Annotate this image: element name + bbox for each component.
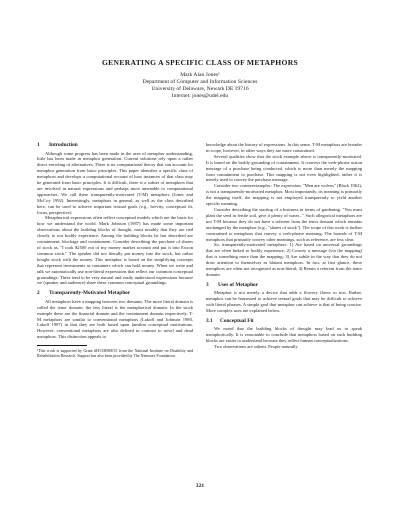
affiliation-department: Department of Computer and Information Sciences <box>142 79 258 85</box>
paper-title: GENERATING A SPECIFIC CLASS OF METAPHORS <box>101 58 299 67</box>
subsection-heading-conceptual-fit <box>206 318 362 325</box>
author-name: Mark Alan Jones¹ <box>180 72 220 78</box>
section-title: Introduction <box>49 142 78 148</box>
section-heading-introduction <box>37 142 193 149</box>
section-title: Conceptual Fit <box>220 317 254 324</box>
footnote: ¹This work is supported by Grant #H133E80015 from the National Institute on Disability and Rehabilitation Research. Support has also been provided by The Nemours Foundation. <box>37 348 193 359</box>
section-title: Uses of Metaphor <box>218 281 259 288</box>
paragraph: Several qualities show that the stock example above is transparently-motivated. It is based on the bodily grounding of containment. It conveys the verb-phrase action message of a purchase being conducted, which is more than merely the mapping from containment to purchase. This mapping is not even highlighted, rather it is merely used to convey the purchase message. <box>206 153 362 183</box>
section-title: Transparently-Motivated Metaphor <box>49 290 131 297</box>
paragraph: We noted that the building blocks of thought may lead us to speak metaphorically. It is reasonable to conclude that metaphors based on such building blocks are easier to understand because they reflect human conceptualizations. <box>206 326 362 344</box>
paragraph: All metaphors have a mapping between two domains. The more literal domain is called the tenor domain, the less literal is the metaphorical domain. In the stock example these are the financial domain and the containment domain respectively. T-M metaphors are similar to conventional metaphors (Lakoff and Johnson 1980, Lakoff 1987) in that they are both based upon familiar conceptual motivations. However, conventional metaphors are also defined in contrast to novel and dead metaphors. This distinction appeals to <box>37 298 193 340</box>
section-number: 3 <box>206 281 209 288</box>
paragraph: knowledge about the history of expressions. In this sense, T-M metaphors are broader in scope, however, in other ways they are more constrained. <box>206 142 362 153</box>
section-heading-uses-of-metaphor <box>206 282 362 289</box>
page-number: 321 <box>195 483 205 489</box>
paragraph: Although some progress has been made in the area of metaphor understanding, little has been made in metaphor generation. Current solutions rely upon a rather direct encoding of alternatives. There is no computational theory that can account for metaphor generation from basic principles. This paper identifies a specific class of metaphors and develops a computational account of how instances of that class may be generated from basic principles. It is difficult, there is a subset of metaphors that are involved in natural expressions and perhaps more amenable to computational approaches. We call these transparently-motivated (T-M) metaphors (Jones and McCoy 1992). Interestingly, metaphors in general, as well as the class described here, can be used to achieve important textual goals (e.g., brevity, conceptual fit, focus, perspective). <box>37 150 193 215</box>
paragraph: Consider two counterexamples: The expression, "Men are wolves" (Black 1962), is not a transparently-motivated metaphor. Most importantly, its meaning is primarily the mapping itself; the mapping is not employed transparently to yield another specific meaning. <box>206 183 362 207</box>
section-number: 3.1 <box>206 317 213 324</box>
affiliation-university: University of Delaware, Newark DE 19716 <box>151 86 249 92</box>
footnote-rule <box>37 345 87 346</box>
paragraph: Metaphor is not merely a device that adds a flowery flavor to text. Rather, metaphor can be harnessed to achieve textual goals that may be difficult to achieve with literal phrases. A simple goal that metaphor can achieve is that of being concise. More complex uses are explained below. <box>206 290 362 314</box>
section-number: 1 <box>37 142 40 148</box>
paragraph: Metaphorical expressions often reflect conceptual models which are the basis for how we understand the world. Mark Johnson (1987) has made some important observations about the building blocks of thought, most notably that they are tied closely to our bodily experience. Among the building blocks he has described are containment, blockage and containment. Consider describing the purchase of shares of stock as, "I took $2500 out of my money market account and put it into Exxon common stock." The speaker did not literally put money into the stock, but rather bought stock with the money. This metaphor is based on the simplifying concepts that represent investments as containers which can hold money. When we write and talk we automatically use non-literal expressions that reflect our common conceptual groundings. These tend to be very natural and easily understood expressions because we (speaker and audience) share these common conceptual groundings. <box>37 215 193 286</box>
left-column <box>37 142 193 358</box>
paragraph: So, transparently-motivated metaphors: 1) Are based on universal groundings that are often linked to bodily experience; 2) Convey a message (via the mapping) that is something more than the mapping; 3) Are subtle in the way that they do not draw attention to themselves as blatant metaphors. In fact, at first glance, these metaphors are often not recognized as non-literal; 4) Retain a referent from the tenor domain. <box>206 242 362 277</box>
paragraph: Two observations are salient. People naturally <box>214 344 298 350</box>
paragraph: Consider describing the starting of a business in terms of gardening. "You must plant the seed in fertile soil, give it plenty of water..." Such allegorical metaphors are not T-M because they do not have a referent from the tenor domain which remains unchanged by the metaphor (e.g., "shares of stock"). The scope of this work is further constrained to metaphors that convey a verb-phrase meaning. The bounds of T-M metaphors that primarily convey other meanings, such as reference, are less clear. <box>206 206 362 242</box>
right-column <box>206 142 362 350</box>
section-number: 2 <box>37 290 40 297</box>
author-email: Internet: jones@udel.edu <box>171 93 229 99</box>
section-heading-tm-metaphor <box>37 290 193 297</box>
